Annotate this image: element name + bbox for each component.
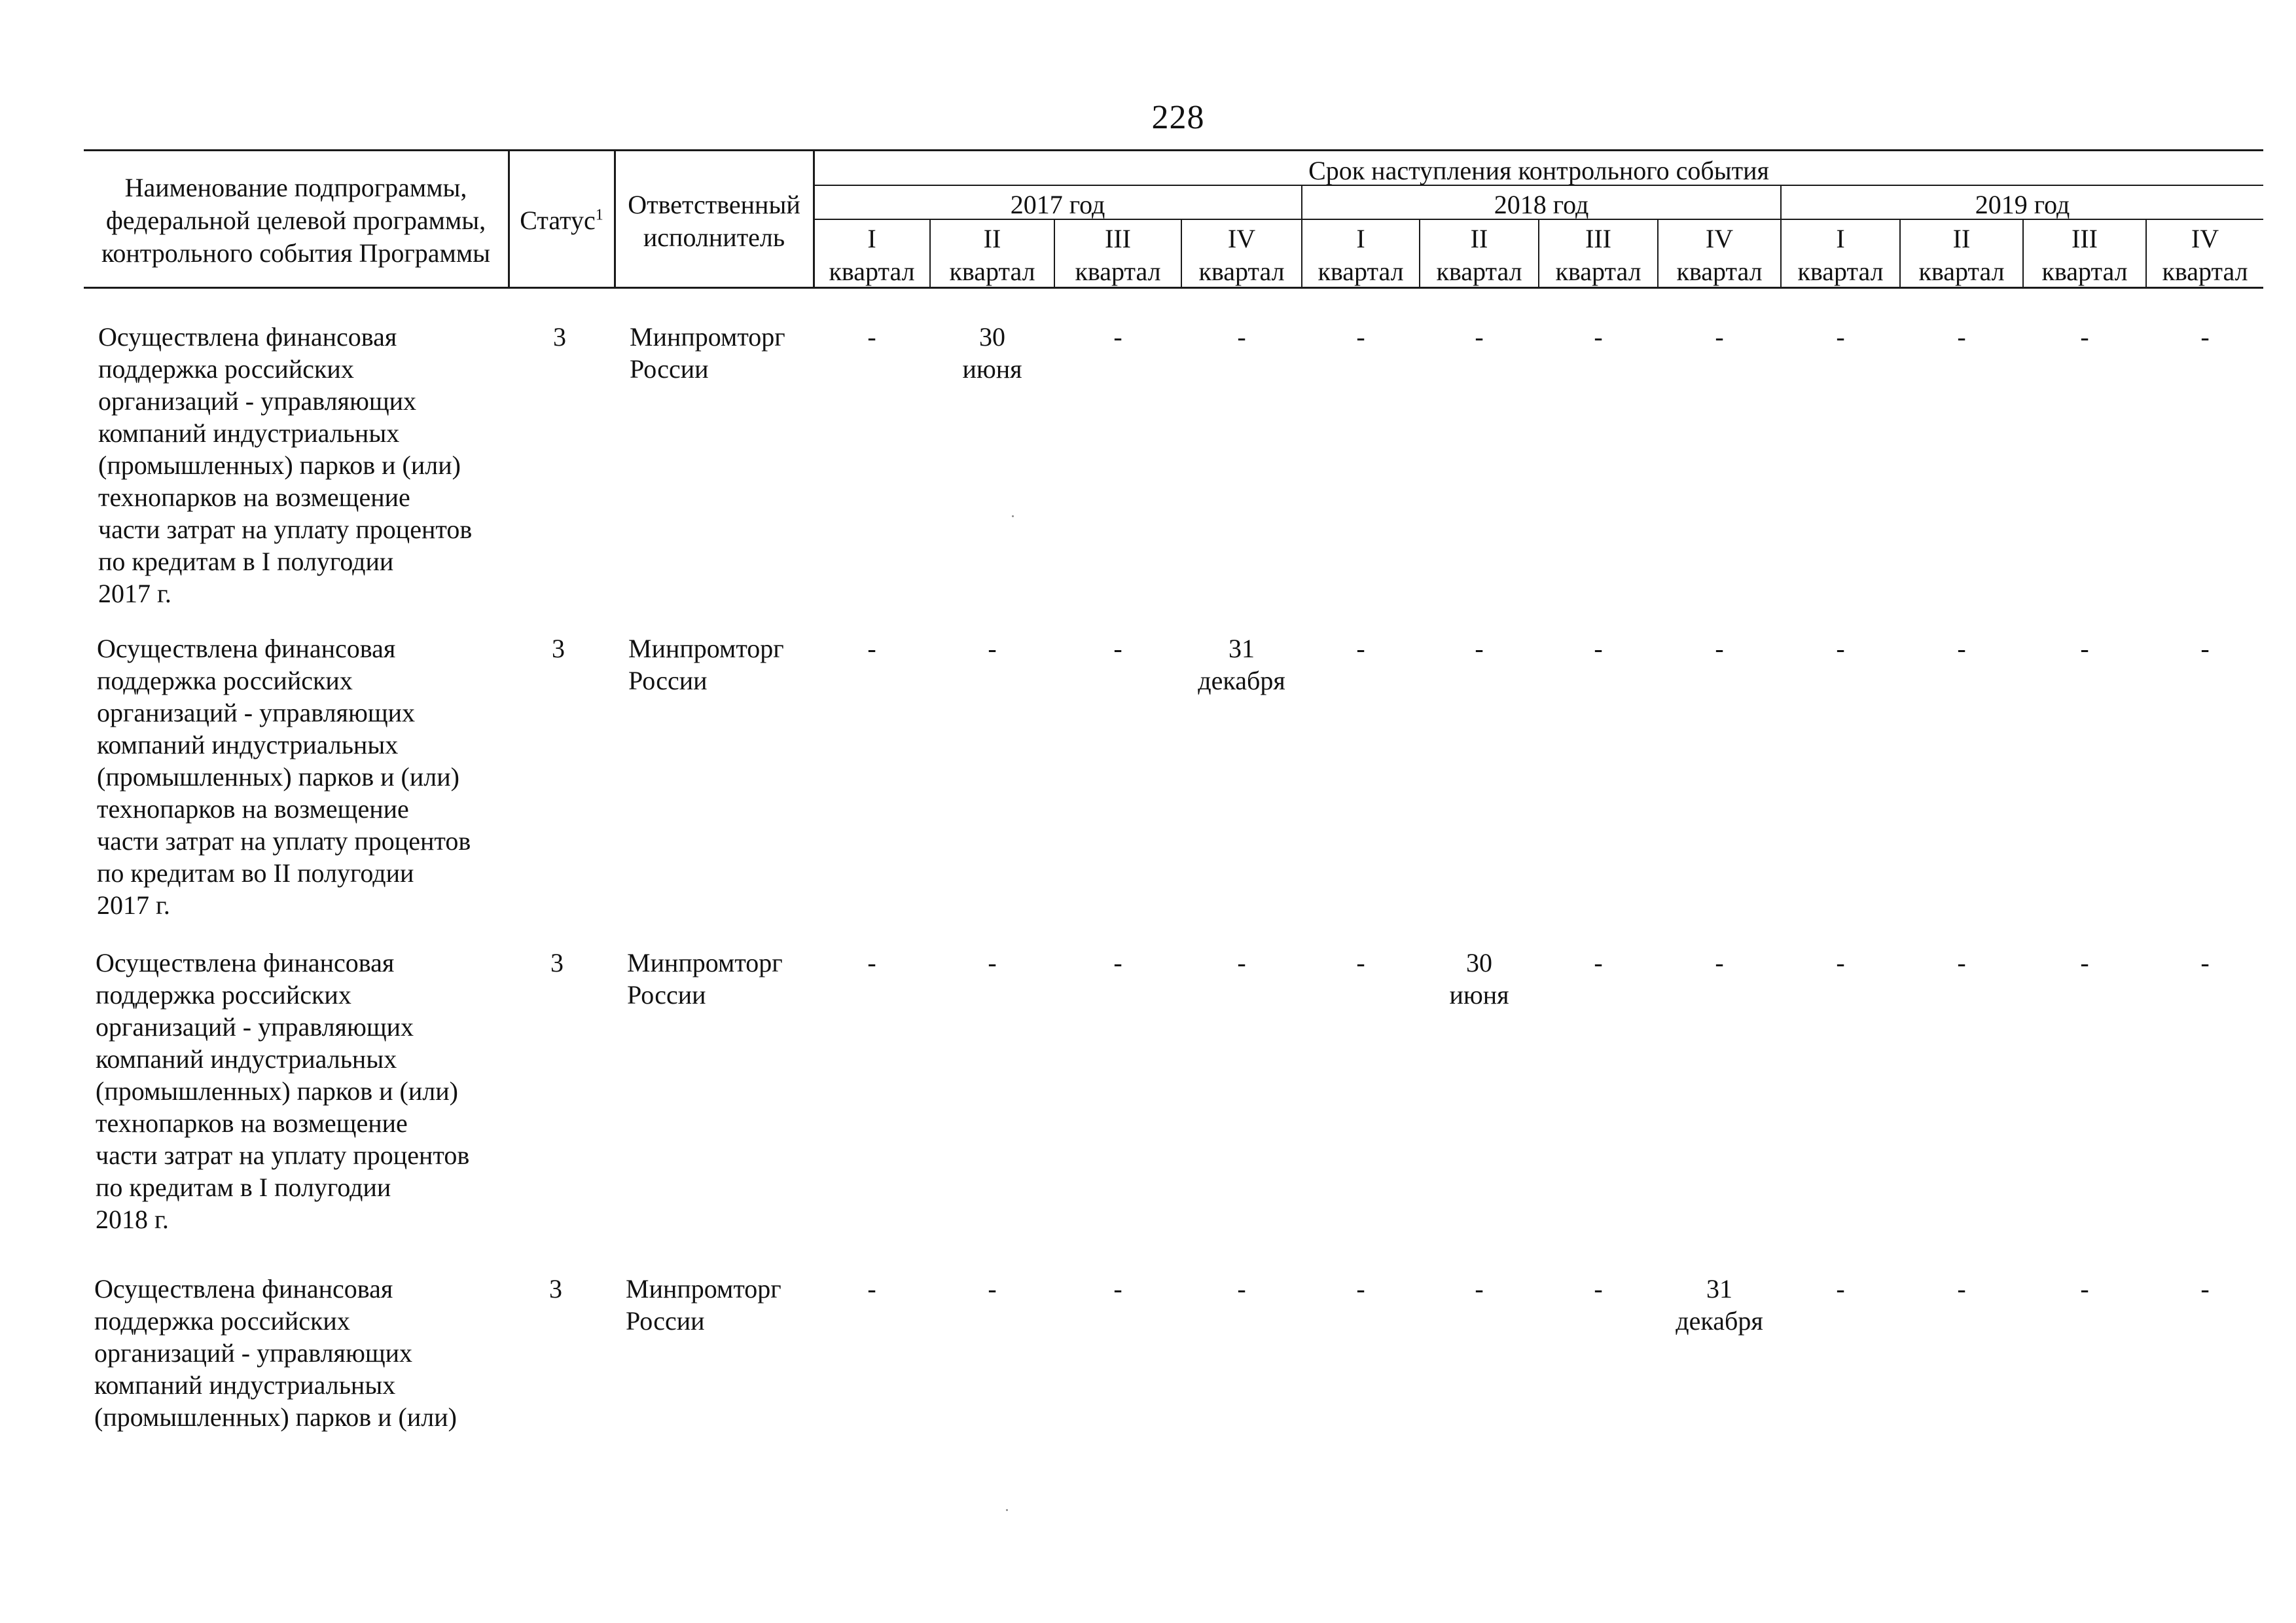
row-quarter-value: - <box>1957 634 1966 663</box>
row-quarter-value: - <box>988 1274 997 1304</box>
row-quarter-value: - <box>1715 948 1724 977</box>
header-top-border <box>84 149 2263 151</box>
row-status: 3 <box>553 322 566 352</box>
quarter-header <box>2024 223 2145 288</box>
quarter-roman: III <box>1585 224 1611 253</box>
quarter-roman: III <box>1105 224 1131 253</box>
header-year-2018: 2018 год <box>1494 190 1589 219</box>
row-quarter-value: - <box>1594 1274 1603 1304</box>
row-quarter-value: - <box>2080 948 2089 977</box>
quarter-roman: II <box>1952 224 1971 253</box>
row-quarter-value: - <box>1957 948 1966 977</box>
row-quarter-value: 30 июня <box>1449 948 1509 1010</box>
row-event-name: Осуществлена финансовая поддержка российских организаций - управляющих компаний индустриальных (промышленных) парков и (или) <box>94 1274 457 1432</box>
quarter-roman: II <box>983 224 1001 253</box>
row-quarter-value: - <box>1356 1274 1365 1304</box>
row-quarter-value: - <box>1836 948 1845 977</box>
row-quarter-value: 31 декабря <box>1198 634 1285 695</box>
row-quarter-value: 31 декабря <box>1676 1274 1763 1336</box>
quarter-word: квартал <box>2162 257 2248 286</box>
quarter-word: квартал <box>1555 257 1641 286</box>
quarter-header <box>1659 223 1780 288</box>
scan-speck <box>1006 1509 1008 1511</box>
row-quarter-value: - <box>1475 322 1484 352</box>
header-status-column <box>509 204 614 237</box>
quarter-word: квартал <box>1676 257 1763 286</box>
row-quarter-value: - <box>2200 634 2210 663</box>
row-quarter-value: - <box>988 634 997 663</box>
row-quarter-value: - <box>2200 1274 2210 1304</box>
row-quarter-value: - <box>1475 1274 1484 1304</box>
quarter-word: квартал <box>2041 257 2128 286</box>
row-status: 3 <box>552 634 565 663</box>
row-quarter-value: - <box>1237 1274 1246 1304</box>
row-event-name: Осуществлена финансовая поддержка российских организаций - управляющих компаний индустриальных (промышленных) парков и (или) технопарков на возмещение части затрат на уплату процентов по кредитам в I полугодии 2018 г. <box>96 948 470 1234</box>
quarter-roman: I <box>1356 224 1365 253</box>
row-quarter-value: - <box>1715 634 1724 663</box>
row-quarter-value: - <box>1594 634 1603 663</box>
row-quarter-value: - <box>1475 634 1484 663</box>
row-quarter-value: - <box>1113 634 1122 663</box>
quarter-word: квартал <box>1436 257 1522 286</box>
row-quarter-value: - <box>1594 948 1603 977</box>
row-quarter-value: - <box>1836 634 1845 663</box>
row-status: 3 <box>550 948 564 977</box>
row-executor: Минпромторг России <box>630 322 785 384</box>
row-quarter-value: - <box>867 634 876 663</box>
quarter-roman: IV <box>1705 224 1734 253</box>
row-quarter-value: - <box>1113 948 1122 977</box>
page-number: 228 <box>1151 99 1205 136</box>
row-quarter-value: - <box>1836 322 1845 352</box>
row-quarter-value: - <box>867 1274 876 1304</box>
quarter-header <box>1782 223 1899 288</box>
row-quarter-value: - <box>1237 322 1246 352</box>
quarter-word: квартал <box>1318 257 1404 286</box>
row-quarter-value: - <box>2080 634 2089 663</box>
quarter-header <box>1539 223 1657 288</box>
header-status-footnote: 1 <box>595 206 603 224</box>
row-quarter-value: - <box>1957 322 1966 352</box>
row-quarter-value: - <box>1113 322 1122 352</box>
row-quarter-value: - <box>867 948 876 977</box>
row-quarter-value: 30 июня <box>962 322 1022 384</box>
quarter-word: квартал <box>829 257 915 286</box>
row-quarter-value: - <box>1836 1274 1845 1304</box>
quarter-header <box>1055 223 1181 288</box>
quarter-header <box>931 223 1054 288</box>
header-name-column: Наименование подпрограммы, федеральной целевой программы, контрольного события Программы <box>101 173 491 268</box>
quarter-roman: I <box>867 224 876 253</box>
quarter-roman: III <box>2072 224 2098 253</box>
quarter-header <box>1302 223 1419 288</box>
row-executor: Минпромторг России <box>628 634 784 695</box>
row-quarter-value: - <box>867 322 876 352</box>
quarter-word: квартал <box>1198 257 1285 286</box>
row-quarter-value: - <box>1237 948 1246 977</box>
quarter-roman: IV <box>2191 224 2219 253</box>
header-executor-column: Ответственный исполнитель <box>628 190 800 252</box>
row-quarter-value: - <box>988 948 997 977</box>
quarter-word: квартал <box>1075 257 1161 286</box>
row-event-name: Осуществлена финансовая поддержка российских организаций - управляющих компаний индустриальных (промышленных) парков и (или) технопарков на возмещение части затрат на уплату процентов по кредитам во II полугодии 2017 г. <box>97 634 471 920</box>
quarter-header <box>1420 223 1538 288</box>
quarter-header <box>1901 223 2022 288</box>
quarter-word: квартал <box>1918 257 2005 286</box>
row-quarter-value: - <box>2080 322 2089 352</box>
row-quarter-value: - <box>1715 322 1724 352</box>
header-deadline-group: Срок наступления контрольного события <box>1308 156 1769 185</box>
row-quarter-value: - <box>2080 1274 2089 1304</box>
row-quarter-value: - <box>1356 634 1365 663</box>
header-year-2017: 2017 год <box>1010 190 1105 219</box>
quarter-header <box>1182 223 1301 288</box>
row-quarter-value: - <box>1113 1274 1122 1304</box>
quarter-word: квартал <box>1797 257 1884 286</box>
row-quarter-value: - <box>2200 322 2210 352</box>
header-status-label: Статус <box>520 206 596 235</box>
scan-speck <box>1012 515 1014 517</box>
row-status: 3 <box>549 1274 562 1304</box>
row-quarter-value: - <box>1356 322 1365 352</box>
quarter-header <box>2147 223 2263 288</box>
quarter-roman: II <box>1470 224 1488 253</box>
row-executor: Минпромторг России <box>627 948 783 1010</box>
quarter-header <box>814 223 929 288</box>
row-quarter-value: - <box>1356 948 1365 977</box>
row-quarter-value: - <box>1957 1274 1966 1304</box>
row-quarter-value: - <box>2200 948 2210 977</box>
quarter-roman: I <box>1836 224 1845 253</box>
quarter-roman: IV <box>1227 224 1256 253</box>
header-year-2019: 2019 год <box>1975 190 2070 219</box>
row-event-name: Осуществлена финансовая поддержка российских организаций - управляющих компаний индустриальных (промышленных) парков и (или) технопарков на возмещение части затрат на уплату процентов по кредитам в I полугодии 2017 г. <box>98 322 473 608</box>
quarter-word: квартал <box>949 257 1035 286</box>
row-quarter-value: - <box>1594 322 1603 352</box>
row-executor: Минпромторг России <box>626 1274 781 1336</box>
